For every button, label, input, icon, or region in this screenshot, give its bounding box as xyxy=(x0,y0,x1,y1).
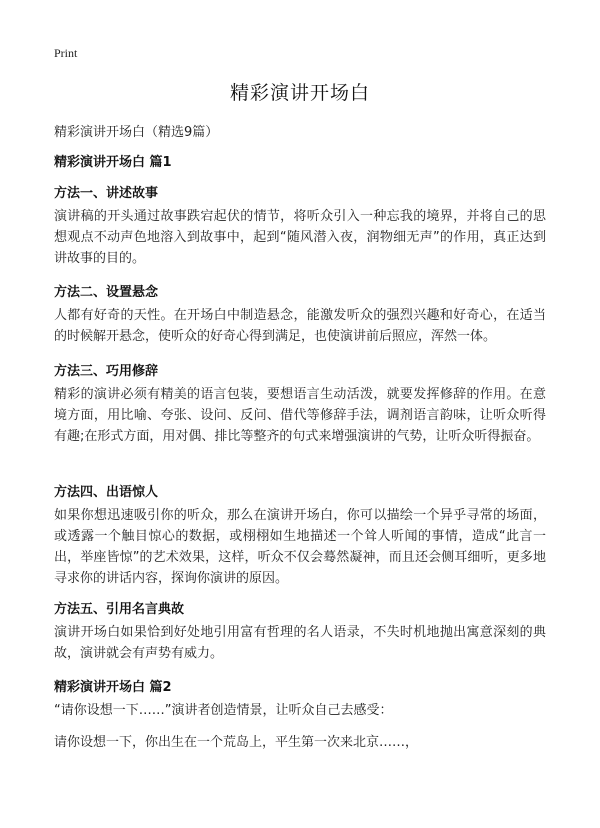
method-paragraph: 人都有好奇的天性。在开场白中制造悬念，能激发听众的强烈兴趣和好奇心，在适当的时候解开悬念，使听众的好奇心得到满足，也使演讲前后照应，浑然一体。 xyxy=(54,308,546,344)
print-label[interactable]: Print xyxy=(54,46,78,60)
method-paragraph: 演讲稿的开头通过故事跌宕起伏的情节，将听众引入一种忘我的境界，并将自己的思想观点不动声色地溶入到故事中，起到“随风潜入夜，润物细无声”的作用，真正达到讲故事的目的。 xyxy=(54,209,546,266)
method-heading: 方法三、巧用修辞 xyxy=(54,364,159,379)
method-paragraph: 演讲开场白如果恰到好处地引用富有哲理的名人语录，不失时机地抛出寓意深刻的典故，演讲就会有声势有威力。 xyxy=(54,625,546,661)
section-heading: 精彩演讲开场白 篇1 xyxy=(54,155,172,170)
method-heading: 方法四、出语惊人 xyxy=(54,485,159,500)
section-heading: 精彩演讲开场白 篇2 xyxy=(54,680,172,695)
method-paragraph: 如果你想迅速吸引你的听众，那么在演讲开场白，你可以描绘一个异乎寻常的场面，或透露一个触目惊心的数据，或栩栩如生地描述一个耸人听闻的事情，造成“此言一出，举座皆惊”的艺术效果，这样，听众不仅会蓦然凝神，而且还会侧耳细听，更多地寻求你的讲话内容，探询你演讲的原因。 xyxy=(54,508,546,586)
document-subtitle: 精彩演讲开场白（精选9篇） xyxy=(54,125,219,140)
section-paragraph: “请你设想一下……”演讲者创造情景，让听众自己去感受： xyxy=(54,703,393,718)
method-heading: 方法五、引用名言典故 xyxy=(54,602,185,617)
section-paragraph: 请你设想一下，你出生在一个荒岛上，平生第一次来北京……， xyxy=(54,735,419,750)
method-heading: 方法二、设置悬念 xyxy=(54,285,159,300)
method-paragraph: 精彩的演讲必须有精美的语言包装，要想语言生动活泼，就要发挥修辞的作用。在意境方面，用比喻、夸张、设问、反问、借代等修辞手法，调剂语言韵味，让听众听得有趣;在形式方面，用对偶、排比等整齐的句式来增强演讲的气势，让听众听得振奋。 xyxy=(54,387,546,444)
page-title: 精彩演讲开场白 xyxy=(229,82,370,104)
method-heading: 方法一、讲述故事 xyxy=(54,186,159,201)
